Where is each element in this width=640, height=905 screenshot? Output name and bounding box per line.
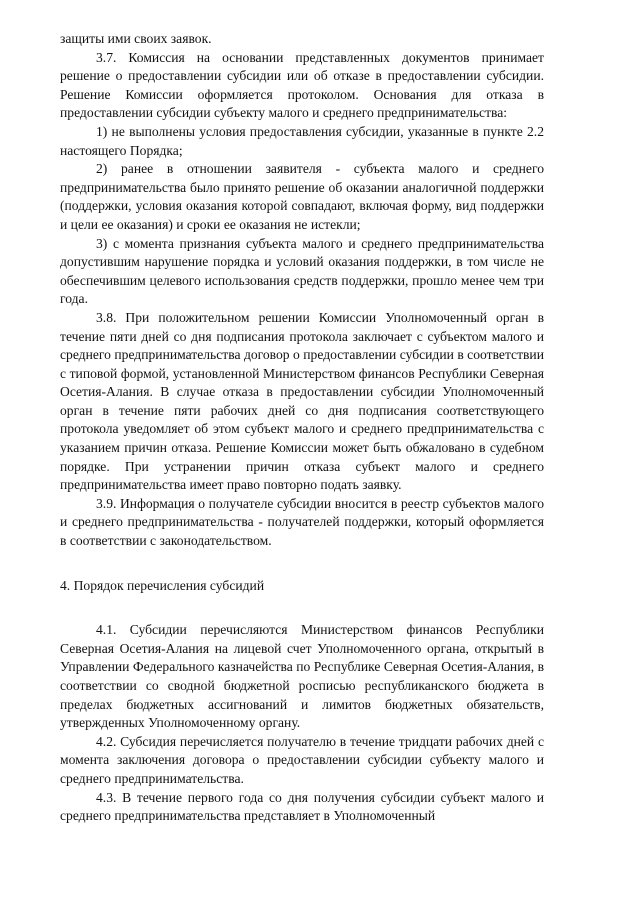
paragraph-3-7: 3.7. Комиссия на основании представленных документов принимает решение о предоставлении субсидии или об отказе в предоставлении субсидии. Решение Комиссии оформляется протоколом. Основания для отказа в предоставлении субсидии субъекту малого и среднего предпринимательства: xyxy=(60,49,544,121)
paragraph-3-7-item-1: 1) не выполнены условия предоставления субсидии, указанные в пункте 2.2 настоящего Порядка; xyxy=(60,123,544,158)
paragraph-4-2: 4.2. Субсидия перечисляется получателю в течение тридцати рабочих дней с момента заключения договора о предоставлении субсидии субъекту малого и среднего предпринимательства. xyxy=(60,733,544,786)
paragraph-continuation: защиты ими своих заявок. xyxy=(60,31,212,46)
paragraph-4-3: 4.3. В течение первого года со дня получения субсидии субъект малого и среднего предпринимательства представляет в Уполномоченный xyxy=(60,789,544,824)
section-heading: 4. Порядок перечисления субсидий xyxy=(60,577,265,593)
paragraph-3-7-item-2: 2) ранее в отношении заявителя - субъекта малого и среднего предпринимательства было принято решение об оказании аналогичной поддержки (поддержки, условия оказания которой совпадают, включая форму, вид поддержки и цели ее оказания) и сроки ее оказания не истекли; xyxy=(60,161,544,232)
paragraph-3-8: 3.8. При положительном решении Комиссии Уполномоченный орган в течение пяти дней со дня подписания протокола заключает с субъектом малого и среднего предпринимательства договор о предоставлении субсидии в соответствии с типовой формой, установленной Министерством финансов Республики Северная Осетия-Алания. В случае отказа в предоставлении субсидии Уполномоченный орган в течение пяти рабочих дней со дня подписания соответствующего протокола уведомляет об этом субъект малого и среднего предпринимательства с указанием причин отказа. Решение Комиссии может быть обжаловано в судебном порядке. При устранении причин отказа субъект малого и среднего предпринимательства имеет право повторно подать заявку. xyxy=(60,309,544,493)
paragraph-3-7-item-3: 3) с момента признания субъекта малого и среднего предпринимательства допустившим нарушение порядка и условий оказания поддержки, в том числе не обеспечившим целевого использования средств поддержки, прошло менее чем три года. xyxy=(60,235,544,307)
paragraph-4-1: 4.1. Субсидии перечисляются Министерством финансов Республики Северная Осетия-Алания на лицевой счет Уполномоченного органа, открытый в Управлении Федерального казначейства по Республике Северная Осетия-Алания, в соответствии со сводной бюджетной росписью республиканского бюджета в пределах бюджетных ассигнований и лимитов бюджетных обязательств, утвержденных Уполномоченному органу. xyxy=(60,622,544,731)
document-page xyxy=(60,30,544,826)
paragraph-3-9: 3.9. Информация о получателе субсидии вносится в реестр субъектов малого и среднего предпринимательства - получателей поддержки, который оформляется в соответствии с законодательством. xyxy=(60,495,544,549)
